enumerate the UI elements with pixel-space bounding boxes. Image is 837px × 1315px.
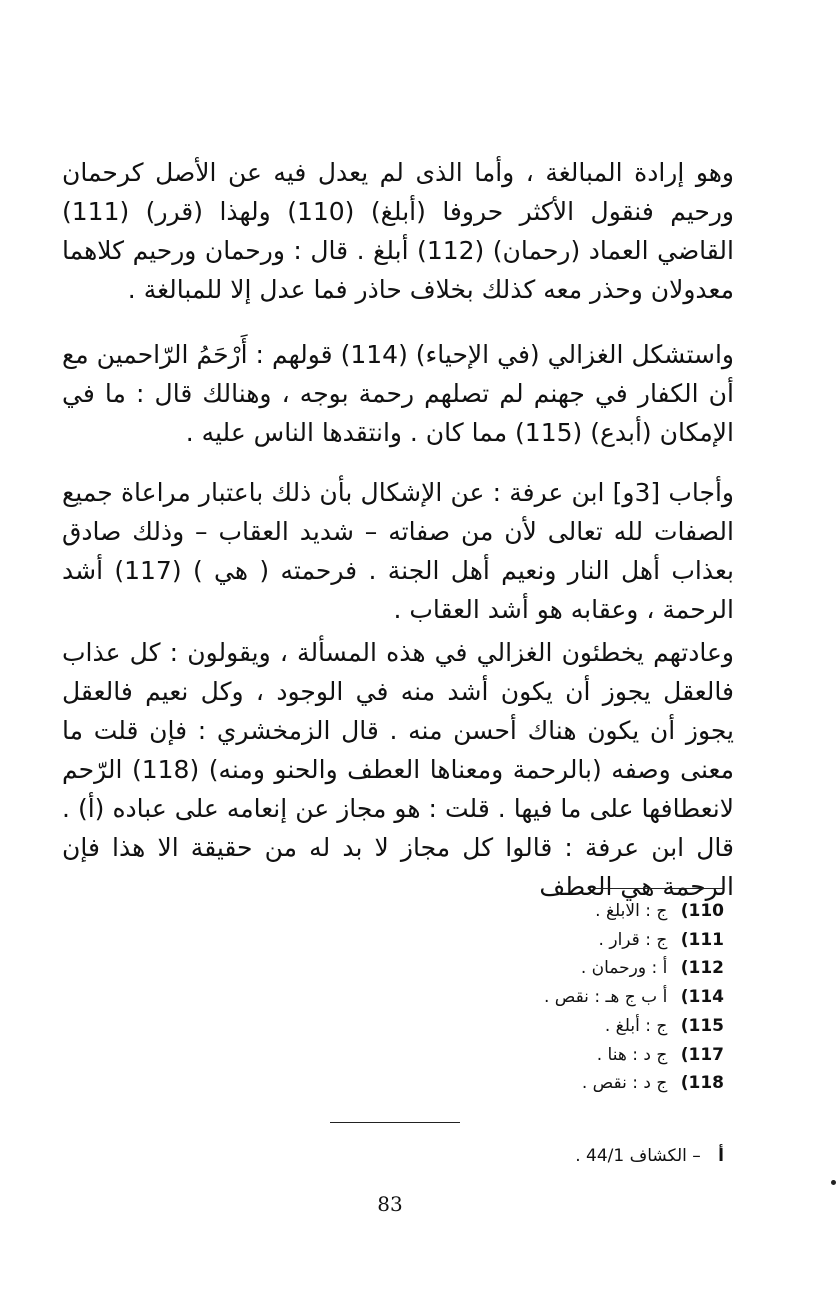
footnote-text: أ ب ج هـ : نقص .: [543, 987, 668, 1008]
footnote-item: [544, 897, 724, 926]
footnote-number: 118): [680, 1073, 724, 1094]
footnote-number: 117): [680, 1044, 724, 1065]
footnote-text: ج : أبلغ .: [604, 1015, 668, 1036]
body-paragraph-3: وأجاب [3و] ابن عرفة : عن الإشكال بأن ذلك باعتبار مراعاة جميع الصفات لله تعالى لأن من صفاته – شديد العقاب – وذلك صادق بعذاب أهل النار ونعيم أهل الجنة . فرحمته ( هي ) (117) أشد الرحمة ، وعقابه هو أشد العقاب .: [62, 478, 735, 624]
body-paragraph-4: وعادتهم يخطئون الغزالي في هذه المسألة ، ويقولون : كل عذاب فالعقل يجوز أن يكون أشد منه في الوجود ، وكل نعيم فالعقل يجوز أن يكون هناك أحسن منه . قال الزمخشري : فإن قلت ما معنى وصفه (بالرحمة ومعناها العطف والحنو ومنه) (118) الرّحم لانعطافها على ما فيها . قلت : هو مجاز عن إنعامه على عباده (أ) . قال ابن عرفة : قالوا كل مجاز لا بد له من حقيقة الا هذا فإن الرحمة هي العطف: [62, 638, 734, 901]
footnote-item: [544, 1041, 724, 1070]
source-note-divider: [330, 1122, 460, 1123]
footnote-item: [544, 1012, 724, 1041]
footnote-item: [544, 926, 724, 955]
footnote-number: 110): [680, 901, 724, 921]
source-note-mark: أ: [718, 1146, 724, 1166]
footnote-number: 112): [680, 958, 724, 979]
footnote-number: 111): [680, 929, 724, 950]
footnote-item: [544, 954, 724, 983]
footnote-item: [544, 983, 724, 1012]
footnote-number: 114): [680, 987, 724, 1008]
source-note-text: – الكشاف 44/1 .: [575, 1146, 701, 1166]
footnote-text: ج د : هنا .: [596, 1044, 668, 1065]
footnote-text: ج د : نقص .: [581, 1073, 668, 1094]
footnote-number: 115): [680, 1015, 724, 1036]
footnote-text: ج : الابلغ .: [595, 901, 668, 921]
body-paragraph-1: وهو إرادة المبالغة ، وأما الذى لم يعدل فيه عن الأصل كرحمان ورحيم فنقول الأكثر حروفا (أبلغ) (110) ولهذا (قرر) (111) القاضي العماد (رحمان) (112) أبلغ . قال : ورحمان ورحيم كلاهما معدولان وحذر معه كذلك بخلاف حاذر فما عدل إلا للمبالغة .: [62, 158, 734, 304]
scan-speck: [831, 1180, 836, 1185]
footnote-item: [544, 1069, 724, 1098]
page-number: 83: [377, 1192, 403, 1216]
body-paragraph-2: واستشكل الغزالي (في الإحياء) (114) قولهم : أَرْحَمُ الرّاحمين مع أن الكفار في جهنم لم تصلهم رحمة بوجه ، وهنالك قال : ما في الإمكان (أبدع) (115) مما كان . وانتقدها الناس عليه .: [62, 340, 734, 447]
footnote-divider: [593, 888, 723, 889]
footnote-text: ج : قرار .: [598, 929, 668, 950]
footnote-list: [544, 897, 724, 1098]
footnote-text: أ : ورحمان .: [580, 958, 668, 979]
source-note: [575, 1146, 724, 1166]
